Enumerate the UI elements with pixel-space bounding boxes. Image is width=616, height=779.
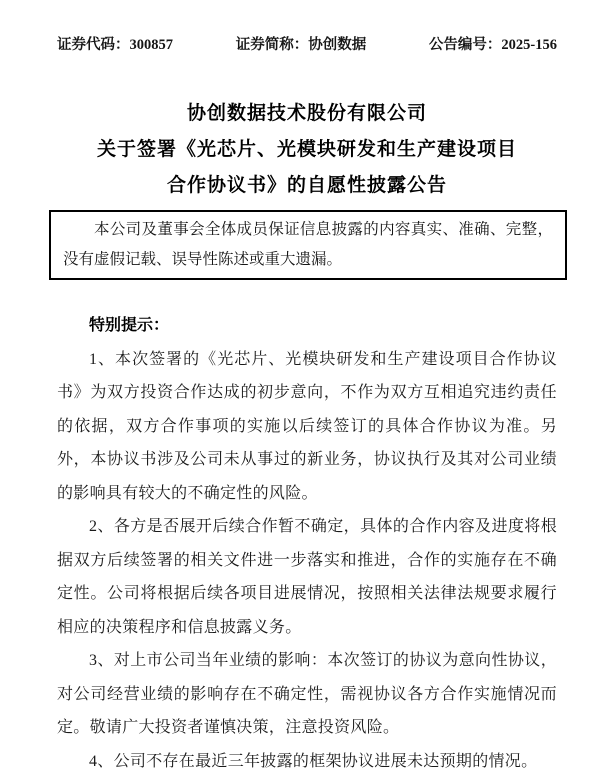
securities-header (57, 33, 557, 54)
document-body (57, 309, 557, 778)
company-name-title: 协创数据技术股份有限公司 (186, 103, 427, 124)
special-notice-item-1: 1、本次签署的《光芯片、光模块研发和生产建设项目合作协议书》为双方投资合作达成的初步意向，不作为双方互相追究违约责任的依据，双方合作事项的实施以后续签订的具体合作协议为准。另外，本协议书涉及公司未从事过的新业务，协议执行及其对公司业绩的影响具有较大的不确定性的风险。 (57, 350, 557, 502)
board-statement-box (49, 210, 567, 280)
special-notice-item-2: 2、各方是否展开后续合作暂不确定，具体的合作内容及进度将根据双方后续签署的相关文件进一步落实和推进，合作的实施存在不确定性。公司将根据后续各项目进展情况，按照相关法律法规要求履行相应的决策程序和信息披露义务。 (57, 518, 557, 636)
board-statement-text: 本公司及董事会全体成员保证信息披露的内容真实、准确、完整，没有虚假记载、误导性陈述或重大遗漏。 (63, 221, 553, 268)
special-notice-item-3: 3、对上市公司当年业绩的影响：本次签订的协议为意向性协议，对公司经营业绩的影响存在不确定性，需视协议各方合作实施情况而定。敬请广大投资者谨慎决策，注意投资风险。 (57, 652, 557, 736)
announcement-title-line-1: 关于签署《光芯片、光模块研发和生产建设项目 (96, 139, 517, 160)
stock-short-name: 证券简称：协创数据 (235, 37, 367, 53)
title-block (57, 96, 557, 204)
stock-code: 证券代码：300857 (57, 37, 173, 53)
announcement-number: 公告编号：2025-156 (428, 37, 557, 53)
special-notice-heading: 特别提示： (89, 317, 170, 334)
announcement-title-line-2: 合作协议书》的自愿性披露公告 (166, 175, 447, 196)
special-notice-item-4: 4、公司不存在最近三年披露的框架协议进展未达预期的情况。 (89, 752, 538, 770)
